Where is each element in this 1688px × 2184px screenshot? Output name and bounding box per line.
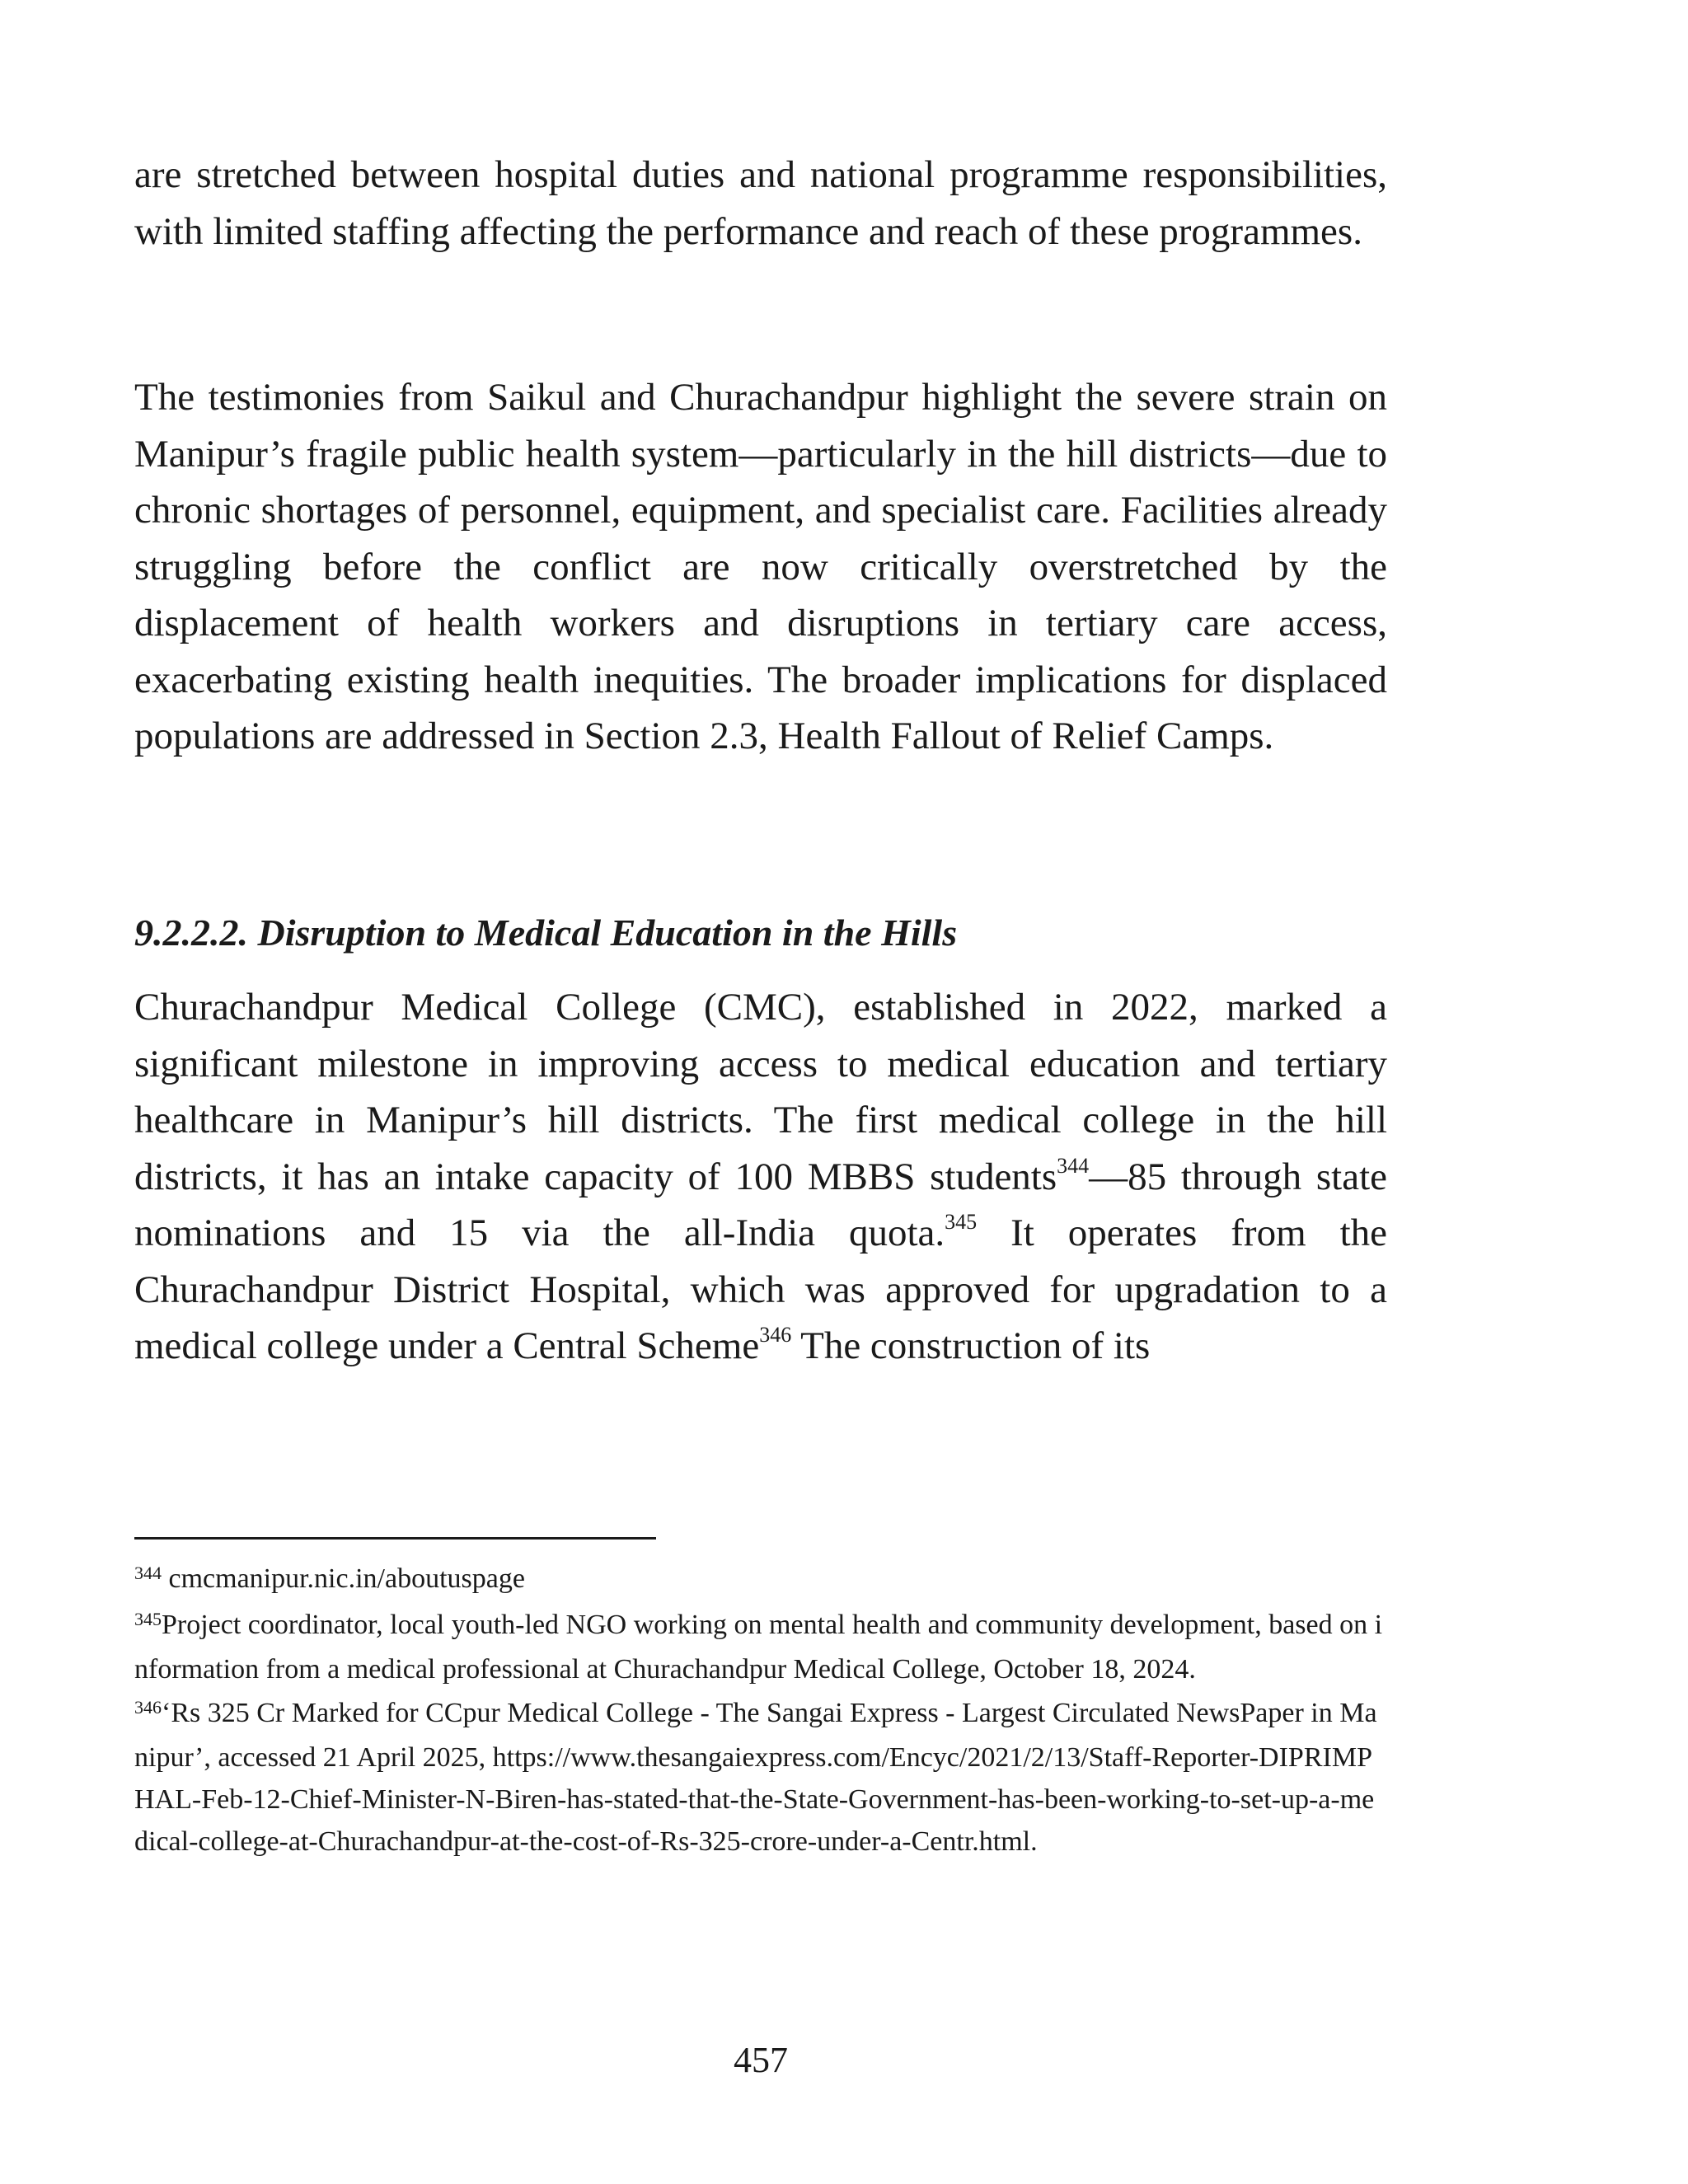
footnote-number: 344 <box>134 1563 162 1583</box>
paragraph-text-segment: The construction of its <box>791 1324 1151 1367</box>
footnote-item <box>134 1558 1387 1602</box>
paragraph-text-segment: Churachandpur Medical College (CMC), established in 2022, marked a significant milestone in improving access to medical education and tertiary healthcare in Manipur’s hill districts. The first medical college in the hill districts, it has an intake capacity of 100 MBBS students <box>134 986 1387 1198</box>
footnotes-section <box>134 1558 1387 1864</box>
body-paragraph-medical-college <box>134 979 1387 1375</box>
body-paragraph-testimonies: The testimonies from Saikul and Churachandpur highlight the severe strain on Manipur’s fragile public health system—particularly in the hill districts—due to chronic shortages of personnel, equipment, and specialist care. Facilities already struggling before the conflict are now critically overstretched by the displacement of health workers and disruptions in tertiary care access, exacerbating existing health inequities. The broader implications for displaced populations are addressed in Section 2.3, Health Fallout of Relief Camps. <box>134 376 1387 757</box>
paragraph-text-segment: It operates from the Churachandpur District Hospital, which was approved for upgradation to a medical college under a Central Scheme <box>134 1212 1387 1367</box>
footnote-text: Project coordinator, local youth-led NGO working on mental health and community development, based on information from a medical professional at Churachandpur Medical College, October 18, 2024. <box>134 1610 1383 1685</box>
footnote-item <box>134 1604 1387 1690</box>
footnote-text: cmcmanipur.nic.in/aboutuspage <box>162 1563 525 1594</box>
footnote-text: ‘Rs 325 Cr Marked for CCpur Medical College - The Sangai Express - Largest Circulated NewsPaper in Manipur’, accessed 21 April 2025, https://www.thesangaiexpress.com/Encyc/2021/2/13/Staff-Reporter-DIPRIMPHAL-Feb-12-Chief-Minister-N-Biren-has-stated-that-the-State-Government-has-been-working-to-set-up-a-medical-college-at-Churachandpur-at-the-cost-of-Rs-325-crore-under-a-Centr.html. <box>134 1698 1377 1857</box>
section-heading: 9.2.2.2. Disruption to Medical Education in the Hills <box>134 912 958 954</box>
paragraph-text-segment: —85 through state nominations and 15 via the all-India quota. <box>134 1155 1387 1254</box>
footnote-number: 346 <box>134 1697 162 1718</box>
footnote-reference[interactable]: 344 <box>1057 1153 1090 1178</box>
footnote-reference[interactable]: 345 <box>945 1210 978 1234</box>
body-paragraph-continued: are stretched between hospital duties and national programme responsibilities, with limited staffing affecting the performance and reach of these programmes. <box>134 153 1387 253</box>
footnote-reference[interactable]: 346 <box>759 1323 792 1347</box>
footnote-item <box>134 1692 1387 1863</box>
page-number: 457 <box>734 2040 788 2080</box>
footnote-divider <box>134 1537 656 1540</box>
footnote-number: 345 <box>134 1609 162 1629</box>
